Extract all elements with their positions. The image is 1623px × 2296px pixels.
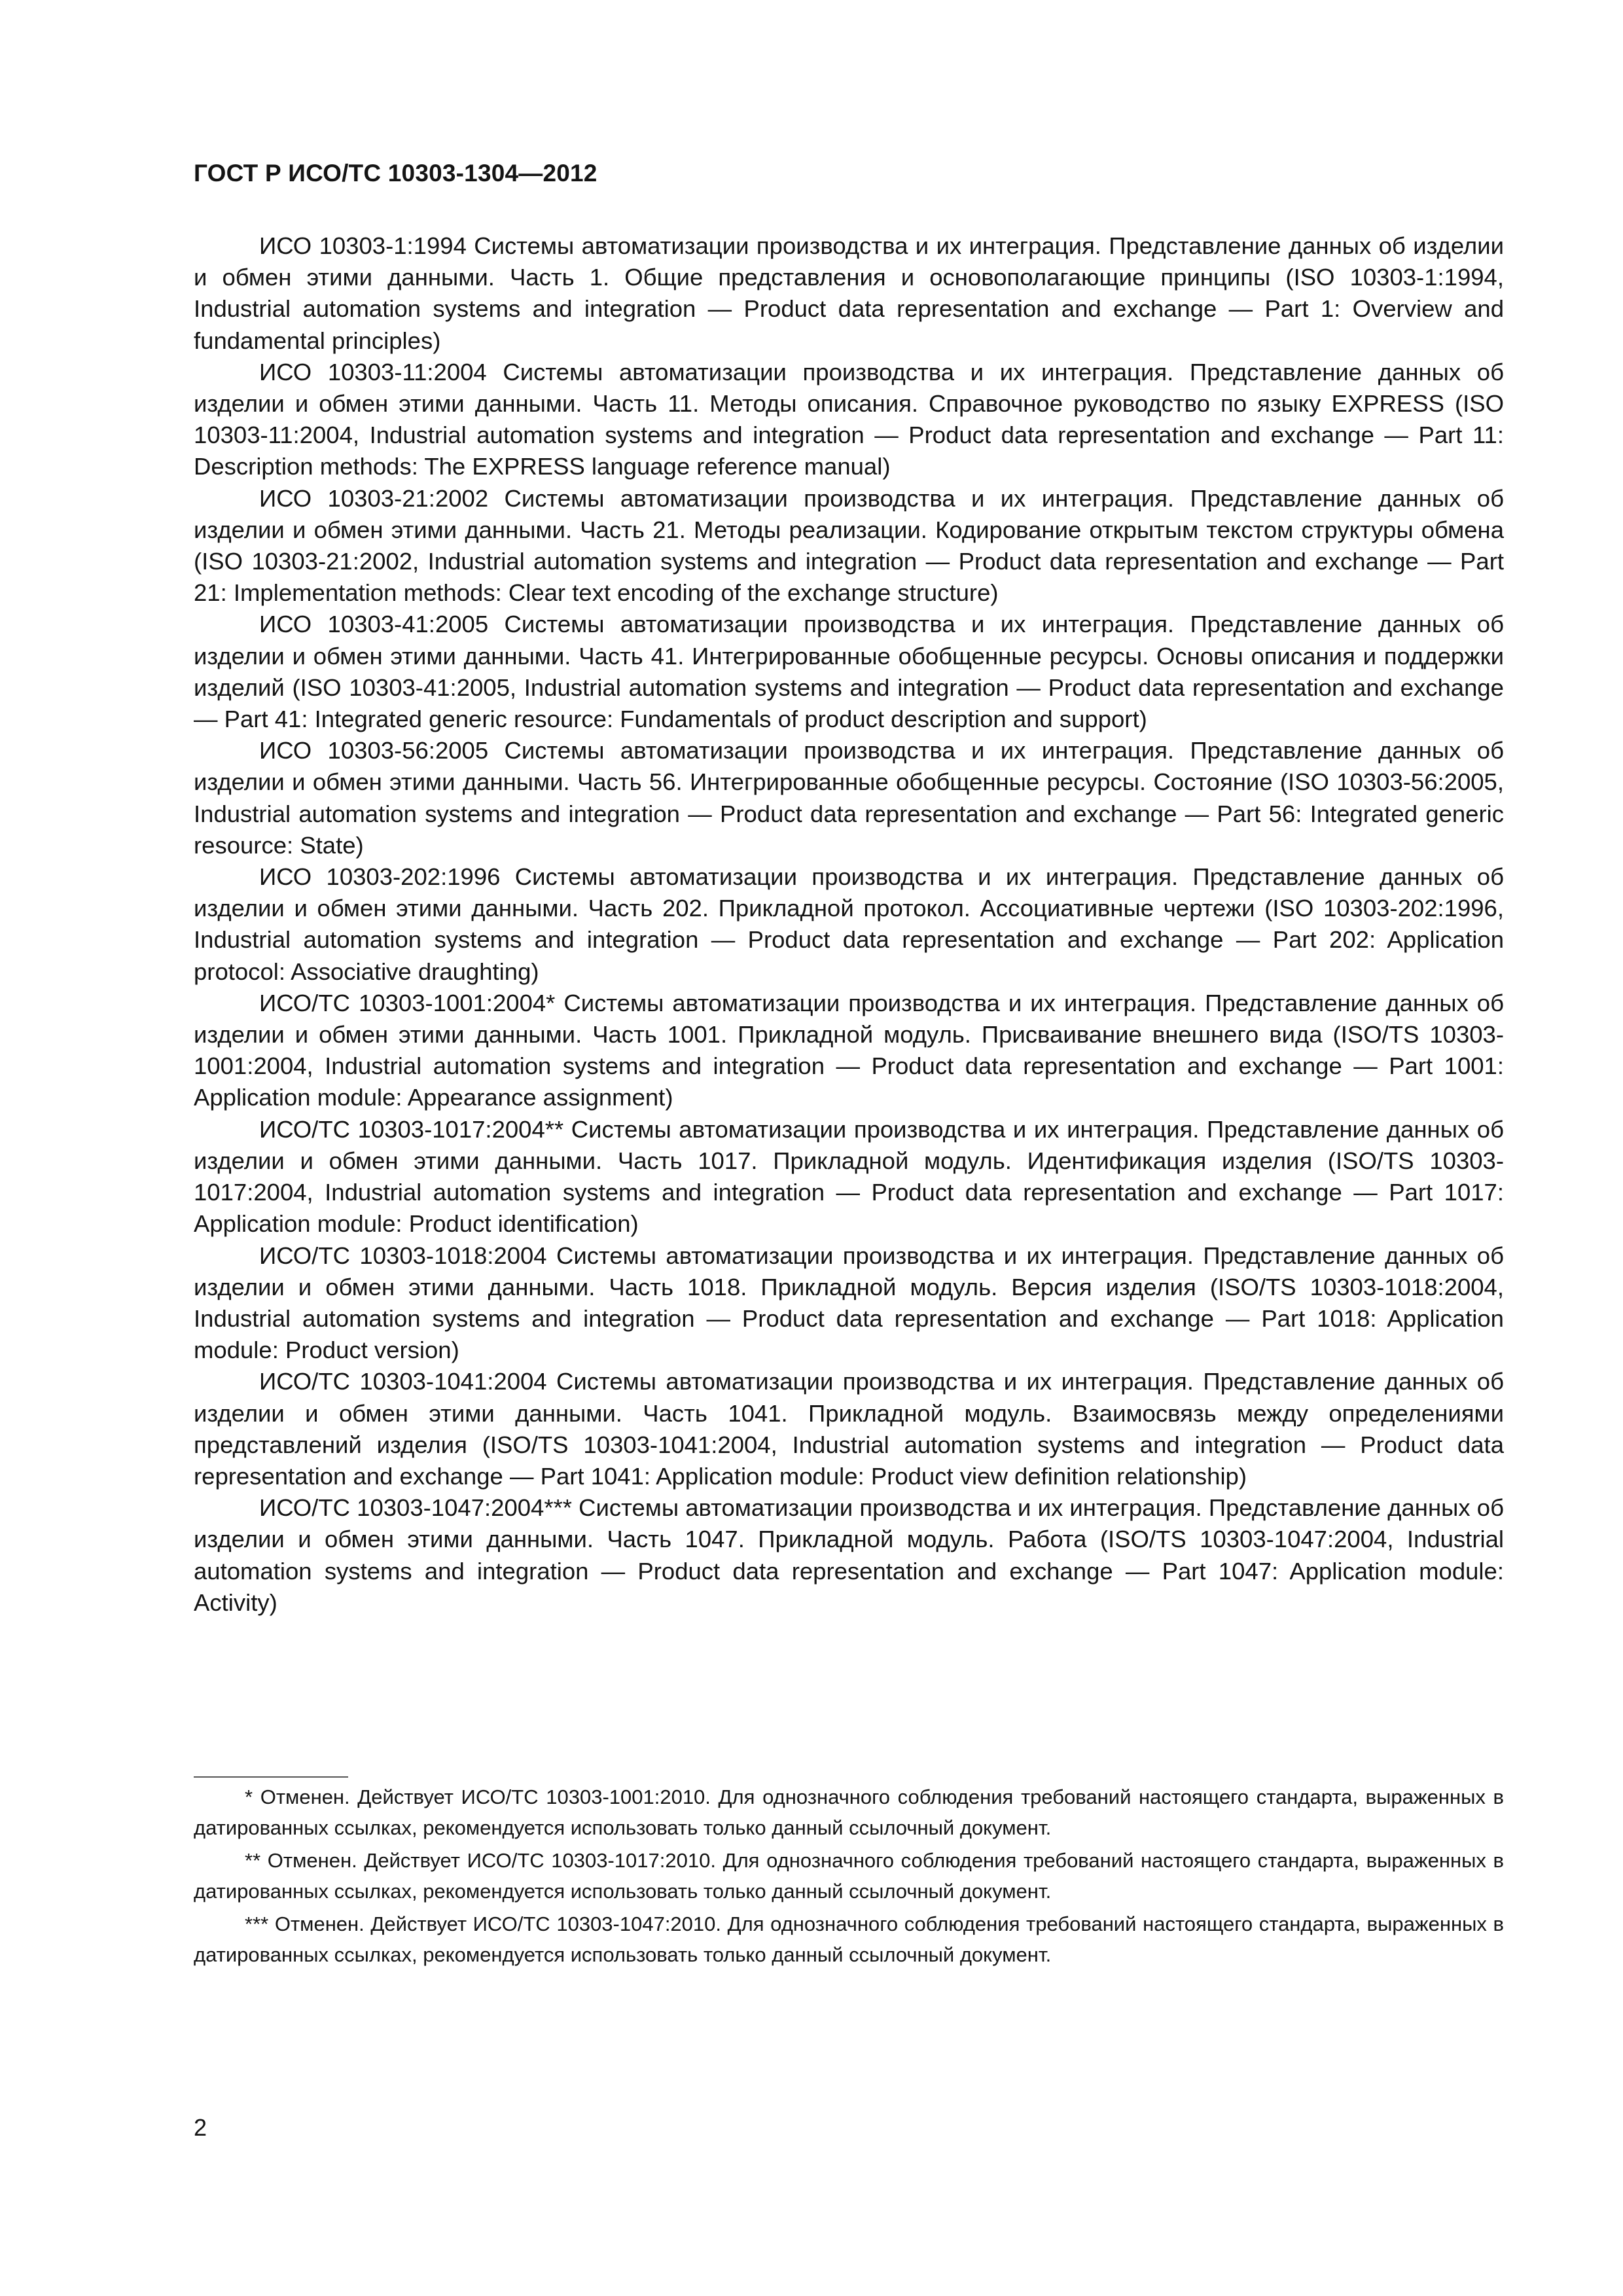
- footnote-1017: ** Отменен. Действует ИСО/ТС 10303-1017:2010. Для однозначного соблюдения требований настоящего стандарта, выраженных в датированных ссылках, рекомендуется использовать только данный ссылочный документ.: [194, 1849, 1504, 1903]
- reference-entry-iso-10303-202: ИСО 10303-202:1996 Системы автоматизации производства и их интеграция. Представление данных об изделии и обмен этими данными. Часть 202. Прикладной протокол. Ассоциативные чертежи (ISO 10303-202:1996, Industrial automation systems and integration — Product data representation and exchange — Part 202: Application protocol: Associative draughting): [194, 863, 1504, 985]
- reference-entry-iso-ts-10303-1017: ИСО/ТС 10303-1017:2004** Системы автоматизации производства и их интеграция. Представление данных об изделии и обмен этими данными. Часть 1017. Прикладной модуль. Идентификация изделия (ISO/TS 10303-1017:2004, Industrial automation systems and integration — Product data representation and exchange — Part 1017: Application module: Product identification): [194, 1115, 1504, 1238]
- reference-entry-iso-10303-56: ИСО 10303-56:2005 Системы автоматизации производства и их интеграция. Представление данных об изделии и обмен этими данными. Часть 56. Интегрированные обобщенные ресурсы. Состояние (ISO 10303-56:2005, Industrial automation systems and integration — Product data representation and exchange — Part 56: Integrated generic resource: State): [194, 737, 1504, 859]
- footnote-divider: [194, 1776, 348, 1778]
- footnote-1001: * Отменен. Действует ИСО/ТС 10303-1001:2010. Для однозначного соблюдения требований настоящего стандарта, выраженных в датированных ссылках, рекомендуется использовать только данный ссылочный документ.: [194, 1785, 1504, 1839]
- document-header: ГОСТ Р ИСО/ТС 10303-1304—2012: [194, 160, 597, 187]
- reference-entry-iso-ts-10303-1041: ИСО/ТС 10303-1041:2004 Системы автоматизации производства и их интеграция. Представление данных об изделии и обмен этими данными. Часть 1041. Прикладной модуль. Взаимосвязь между определениями представлений изделия (ISO/TS 10303-1041:2004, Industrial automation systems and integration — Product data representation and exchange — Part 1041: Application module: Product view definition relationship): [194, 1368, 1504, 1490]
- reference-entry-iso-ts-10303-1047: ИСО/ТС 10303-1047:2004*** Системы автоматизации производства и их интеграция. Представление данных об изделии и обмен этими данными. Часть 1047. Прикладной модуль. Работа (ISO/TS 10303-1047:2004, Industrial automation systems and integration — Product data representation and exchange — Part 1047: Application module: Activity): [194, 1494, 1504, 1616]
- normative-references: [194, 230, 1504, 1619]
- reference-entry-iso-ts-10303-1001: ИСО/ТС 10303-1001:2004* Системы автоматизации производства и их интеграция. Представление данных об изделии и обмен этими данными. Часть 1001. Прикладной модуль. Присваивание внешнего вида (ISO/TS 10303-1001:2004, Industrial automation systems and integration — Product data representation and exchange — Part 1001: Application module: Appearance assignment): [194, 989, 1504, 1111]
- reference-entry-iso-10303-41: ИСО 10303-41:2005 Системы автоматизации производства и их интеграция. Представление данных об изделии и обмен этими данными. Часть 41. Интегрированные обобщенные ресурсы. Основы описания и поддержки изделий (ISO 10303-41:2005, Industrial automation systems and integration — Product data representation and exchange — Part 41: Integrated generic resource: Fundamentals of product description and support): [194, 611, 1504, 733]
- reference-entry-iso-ts-10303-1018: ИСО/ТС 10303-1018:2004 Системы автоматизации производства и их интеграция. Представление данных об изделии и обмен этими данными. Часть 1018. Прикладной модуль. Версия изделия (ISO/TS 10303-1018:2004, Industrial automation systems and integration — Product data representation and exchange — Part 1018: Application module: Product version): [194, 1242, 1504, 1364]
- footnotes: [194, 1782, 1504, 1972]
- reference-entry-iso-10303-11: ИСО 10303-11:2004 Системы автоматизации производства и их интеграция. Представление данных об изделии и обмен этими данными. Часть 11. Методы описания. Справочное руководство по языку EXPRESS (ISO 10303-11:2004, Industrial automation systems and integration — Product data representation and exchange — Part 11: Description methods: The EXPRESS language reference manual): [194, 358, 1504, 480]
- footnote-1047: *** Отменен. Действует ИСО/ТС 10303-1047:2010. Для однозначного соблюдения требований настоящего стандарта, выраженных в датированных ссылках, рекомендуется использовать только данный ссылочный документ.: [194, 1912, 1504, 1966]
- reference-entry-iso-10303-21: ИСО 10303-21:2002 Системы автоматизации производства и их интеграция. Представление данных об изделии и обмен этими данными. Часть 21. Методы реализации. Кодирование открытым текстом структуры обмена (ISO 10303-21:2002, Industrial automation systems and integration — Product data representation and exchange — Part 21: Implementation methods: Clear text encoding of the exchange structure): [194, 484, 1504, 607]
- reference-entry-iso-10303-1: ИСО 10303-1:1994 Системы автоматизации производства и их интеграция. Представление данных об изделии и обмен этими данными. Часть 1. Общие представления и основополагающие принципы (ISO 10303-1:1994, Industrial automation systems and integration — Product data representation and exchange — Part 1: Overview and fundamental principles): [194, 232, 1504, 354]
- page-number: 2: [194, 2114, 207, 2141]
